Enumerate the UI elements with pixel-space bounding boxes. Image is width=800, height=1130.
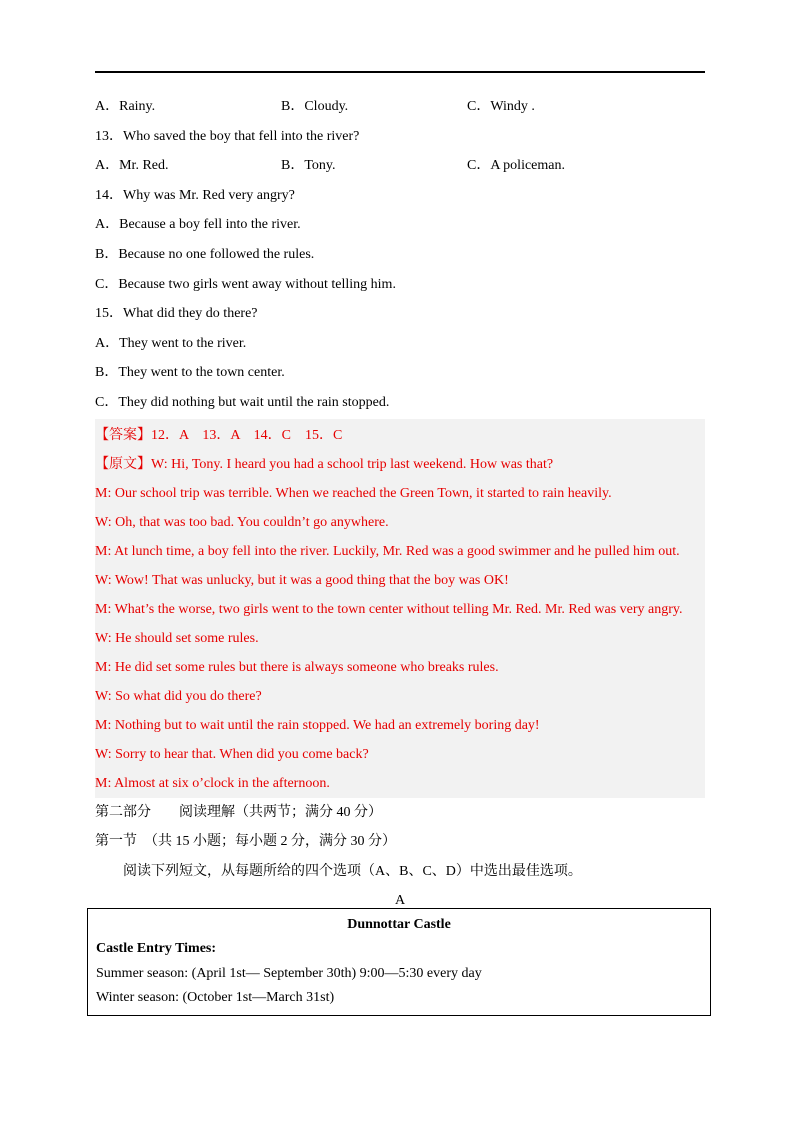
q12-option-b: B．Cloudy. — [281, 99, 349, 114]
reading-instruction: 阅读下列短文，从每题所给的四个选项（A、B、C、D）中选出最佳选项。 — [123, 863, 582, 879]
transcript-line: M: Almost at six o’clock in the afternoon. — [95, 775, 330, 791]
transcript-line: M: Nothing but to wait until the rain stopped. We had an extremely boring day! — [95, 717, 540, 733]
castle-info-box — [87, 908, 711, 1016]
transcript-line: W: He should set some rules. — [95, 630, 259, 646]
q12-options — [95, 92, 705, 122]
header-rule — [95, 71, 705, 73]
q14-question: 14．Why was Mr. Red very angry? — [95, 187, 295, 203]
summer-season: Summer season: (April 1st— September 30th) 9:00—5:30 every day — [96, 965, 482, 981]
q13-option-b: B．Tony. — [281, 158, 336, 174]
transcript-line: M: Our school trip was terrible. When we reached the Green Town, it started to rain heavily. — [95, 485, 612, 501]
q14-option-c: C．Because two girls went away without telling him. — [95, 276, 396, 292]
winter-season: Winter season: (October 1st—March 31st) — [96, 990, 335, 1005]
transcript-line: M: At lunch time, a boy fell into the river. Luckily, Mr. Red was a good swimmer and he pulled him out. — [95, 543, 680, 559]
transcript-line: M: What’s the worse, two girls went to the town center without telling Mr. Red. Mr. Red was very angry. — [95, 601, 683, 617]
q12-option-a: A．Rainy. — [95, 99, 156, 114]
q13-option-c: C．A policeman. — [467, 158, 565, 174]
q12-option-c: C．Windy . — [467, 99, 535, 114]
page-content — [95, 92, 705, 916]
q15-question: 15．What did they do there? — [95, 306, 258, 322]
passage-label: A — [394, 893, 406, 909]
transcript-line: W: So what did you do there? — [95, 688, 262, 704]
section-heading: 第一节 （共 15 小题；每小题 2 分，满分 30 分） — [95, 834, 396, 850]
q15-option-a: A．They went to the river. — [95, 335, 247, 351]
answer-key: 【答案】12．A 13．A 14．C 15．C — [95, 427, 343, 443]
transcript-line: 【原文】W: Hi, Tony. I heard you had a school trip last weekend. How was that? — [95, 456, 554, 472]
q13-options — [95, 151, 705, 181]
part2-heading: 第二部分 阅读理解（共两节；满分 40 分） — [95, 804, 382, 820]
q14-option-a: A．Because a boy fell into the river. — [95, 217, 301, 233]
q15-option-b: B．They went to the town center. — [95, 365, 285, 381]
transcript-line: M: He did set some rules but there is always someone who breaks rules. — [95, 659, 499, 675]
castle-title: Dunnottar Castle — [347, 917, 451, 932]
entry-times-heading: Castle Entry Times: — [96, 941, 217, 956]
q14-option-b: B．Because no one followed the rules. — [95, 246, 315, 262]
transcript-line: W: Wow! That was unlucky, but it was a good thing that the boy was OK! — [95, 572, 509, 588]
transcript-line: W: Sorry to hear that. When did you come back? — [95, 746, 369, 762]
transcript-line: W: Oh, that was too bad. You couldn’t go anywhere. — [95, 514, 389, 530]
q13-question: 13．Who saved the boy that fell into the river? — [95, 128, 360, 144]
q13-option-a: A．Mr. Red. — [95, 158, 169, 174]
q15-option-c: C．They did nothing but wait until the rain stopped. — [95, 394, 390, 410]
answer-block — [95, 419, 705, 798]
